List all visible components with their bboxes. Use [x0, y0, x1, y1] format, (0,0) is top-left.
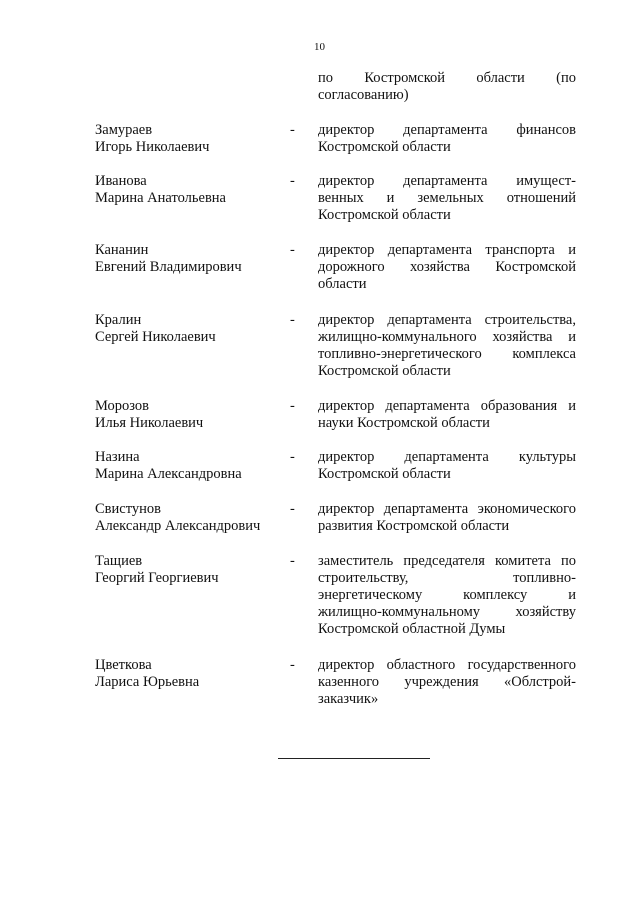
member-given-names: Илья Николаевич: [95, 415, 204, 431]
position-line: строительству, топливно-: [318, 570, 576, 586]
member-position: [318, 501, 576, 535]
dash-separator: -: [290, 553, 295, 569]
position-line: энергетическому комплексу и: [318, 587, 576, 603]
position-line: топливно-энергетического комплекса: [318, 346, 576, 362]
end-of-list-rule: [278, 758, 430, 759]
position-line: директор департамента экономического: [318, 501, 576, 517]
member-name: [95, 657, 280, 691]
dash-separator: -: [290, 449, 295, 465]
member-name: [95, 398, 280, 432]
position-line: Костромской области: [318, 363, 451, 379]
dash-separator: -: [290, 312, 295, 328]
position-line: директор департамента финансов: [318, 122, 576, 138]
dash-separator: -: [290, 122, 295, 138]
position-line: Костромской областной Думы: [318, 621, 506, 637]
position-line: области: [318, 276, 367, 292]
member-name: [95, 242, 280, 276]
member-surname: Морозов: [95, 398, 150, 414]
position-line: Костромской области: [318, 466, 451, 482]
member-surname: Замураев: [95, 122, 153, 138]
dash-separator: -: [290, 501, 295, 517]
member-given-names: Сергей Николаевич: [95, 329, 216, 345]
member-given-names: Игорь Николаевич: [95, 139, 210, 155]
member-name: [95, 501, 280, 535]
member-name: [95, 449, 280, 483]
position-line: казенного учреждения «Облстрой-: [318, 674, 576, 690]
dash-separator: -: [290, 173, 295, 189]
member-surname: Тащиев: [95, 553, 143, 569]
member-surname: Свистунов: [95, 501, 161, 517]
position-line: развития Костромской области: [318, 518, 510, 534]
member-given-names: Лариса Юрьевна: [95, 674, 200, 690]
continued-line: по Костромской области (по: [318, 70, 576, 86]
member-position: [318, 398, 576, 432]
position-line: директор департамента строительства,: [318, 312, 576, 328]
page-number: 10: [314, 41, 325, 53]
member-given-names: Марина Александровна: [95, 466, 242, 482]
member-position: [318, 122, 576, 156]
position-line: науки Костромской области: [318, 415, 490, 431]
member-surname: Цветкова: [95, 657, 152, 673]
position-line: директор областного государственного: [318, 657, 576, 673]
member-surname: Кананин: [95, 242, 149, 258]
dash-separator: -: [290, 398, 295, 414]
member-surname: Назина: [95, 449, 140, 465]
member-given-names: Марина Анатольевна: [95, 190, 226, 206]
position-line: заказчик»: [318, 691, 379, 707]
position-line: директор департамента культуры: [318, 449, 576, 465]
member-position: [318, 312, 576, 380]
dash-separator: -: [290, 657, 295, 673]
position-line: венных и земельных отношений: [318, 190, 576, 206]
dash-separator: -: [290, 242, 295, 258]
continued-line: согласованию): [318, 87, 409, 103]
position-line: Костромской области: [318, 207, 451, 223]
position-line: директор департамента имущест-: [318, 173, 576, 189]
member-surname: Иванова: [95, 173, 147, 189]
position-line: жилищно-коммунального хозяйства и: [318, 329, 576, 345]
member-position: [318, 242, 576, 293]
position-line: дорожного хозяйства Костромской: [318, 259, 576, 275]
member-name: [95, 122, 280, 156]
position-line: жилищно-коммунальному хозяйству: [318, 604, 576, 620]
member-name: [95, 312, 280, 346]
member-given-names: Евгений Владимирович: [95, 259, 242, 275]
member-surname: Кралин: [95, 312, 142, 328]
member-position: [318, 449, 576, 483]
member-name: [95, 553, 280, 587]
continued-position-text: [318, 70, 576, 104]
member-position: [318, 657, 576, 708]
member-given-names: Александр Александрович: [95, 518, 261, 534]
member-position: [318, 553, 576, 638]
member-name: [95, 173, 280, 207]
position-line: директор департамента транспорта и: [318, 242, 576, 258]
position-line: заместитель председателя комитета по: [318, 553, 576, 569]
member-given-names: Георгий Георгиевич: [95, 570, 219, 586]
member-position: [318, 173, 576, 224]
position-line: Костромской области: [318, 139, 451, 155]
position-line: директор департамента образования и: [318, 398, 576, 414]
